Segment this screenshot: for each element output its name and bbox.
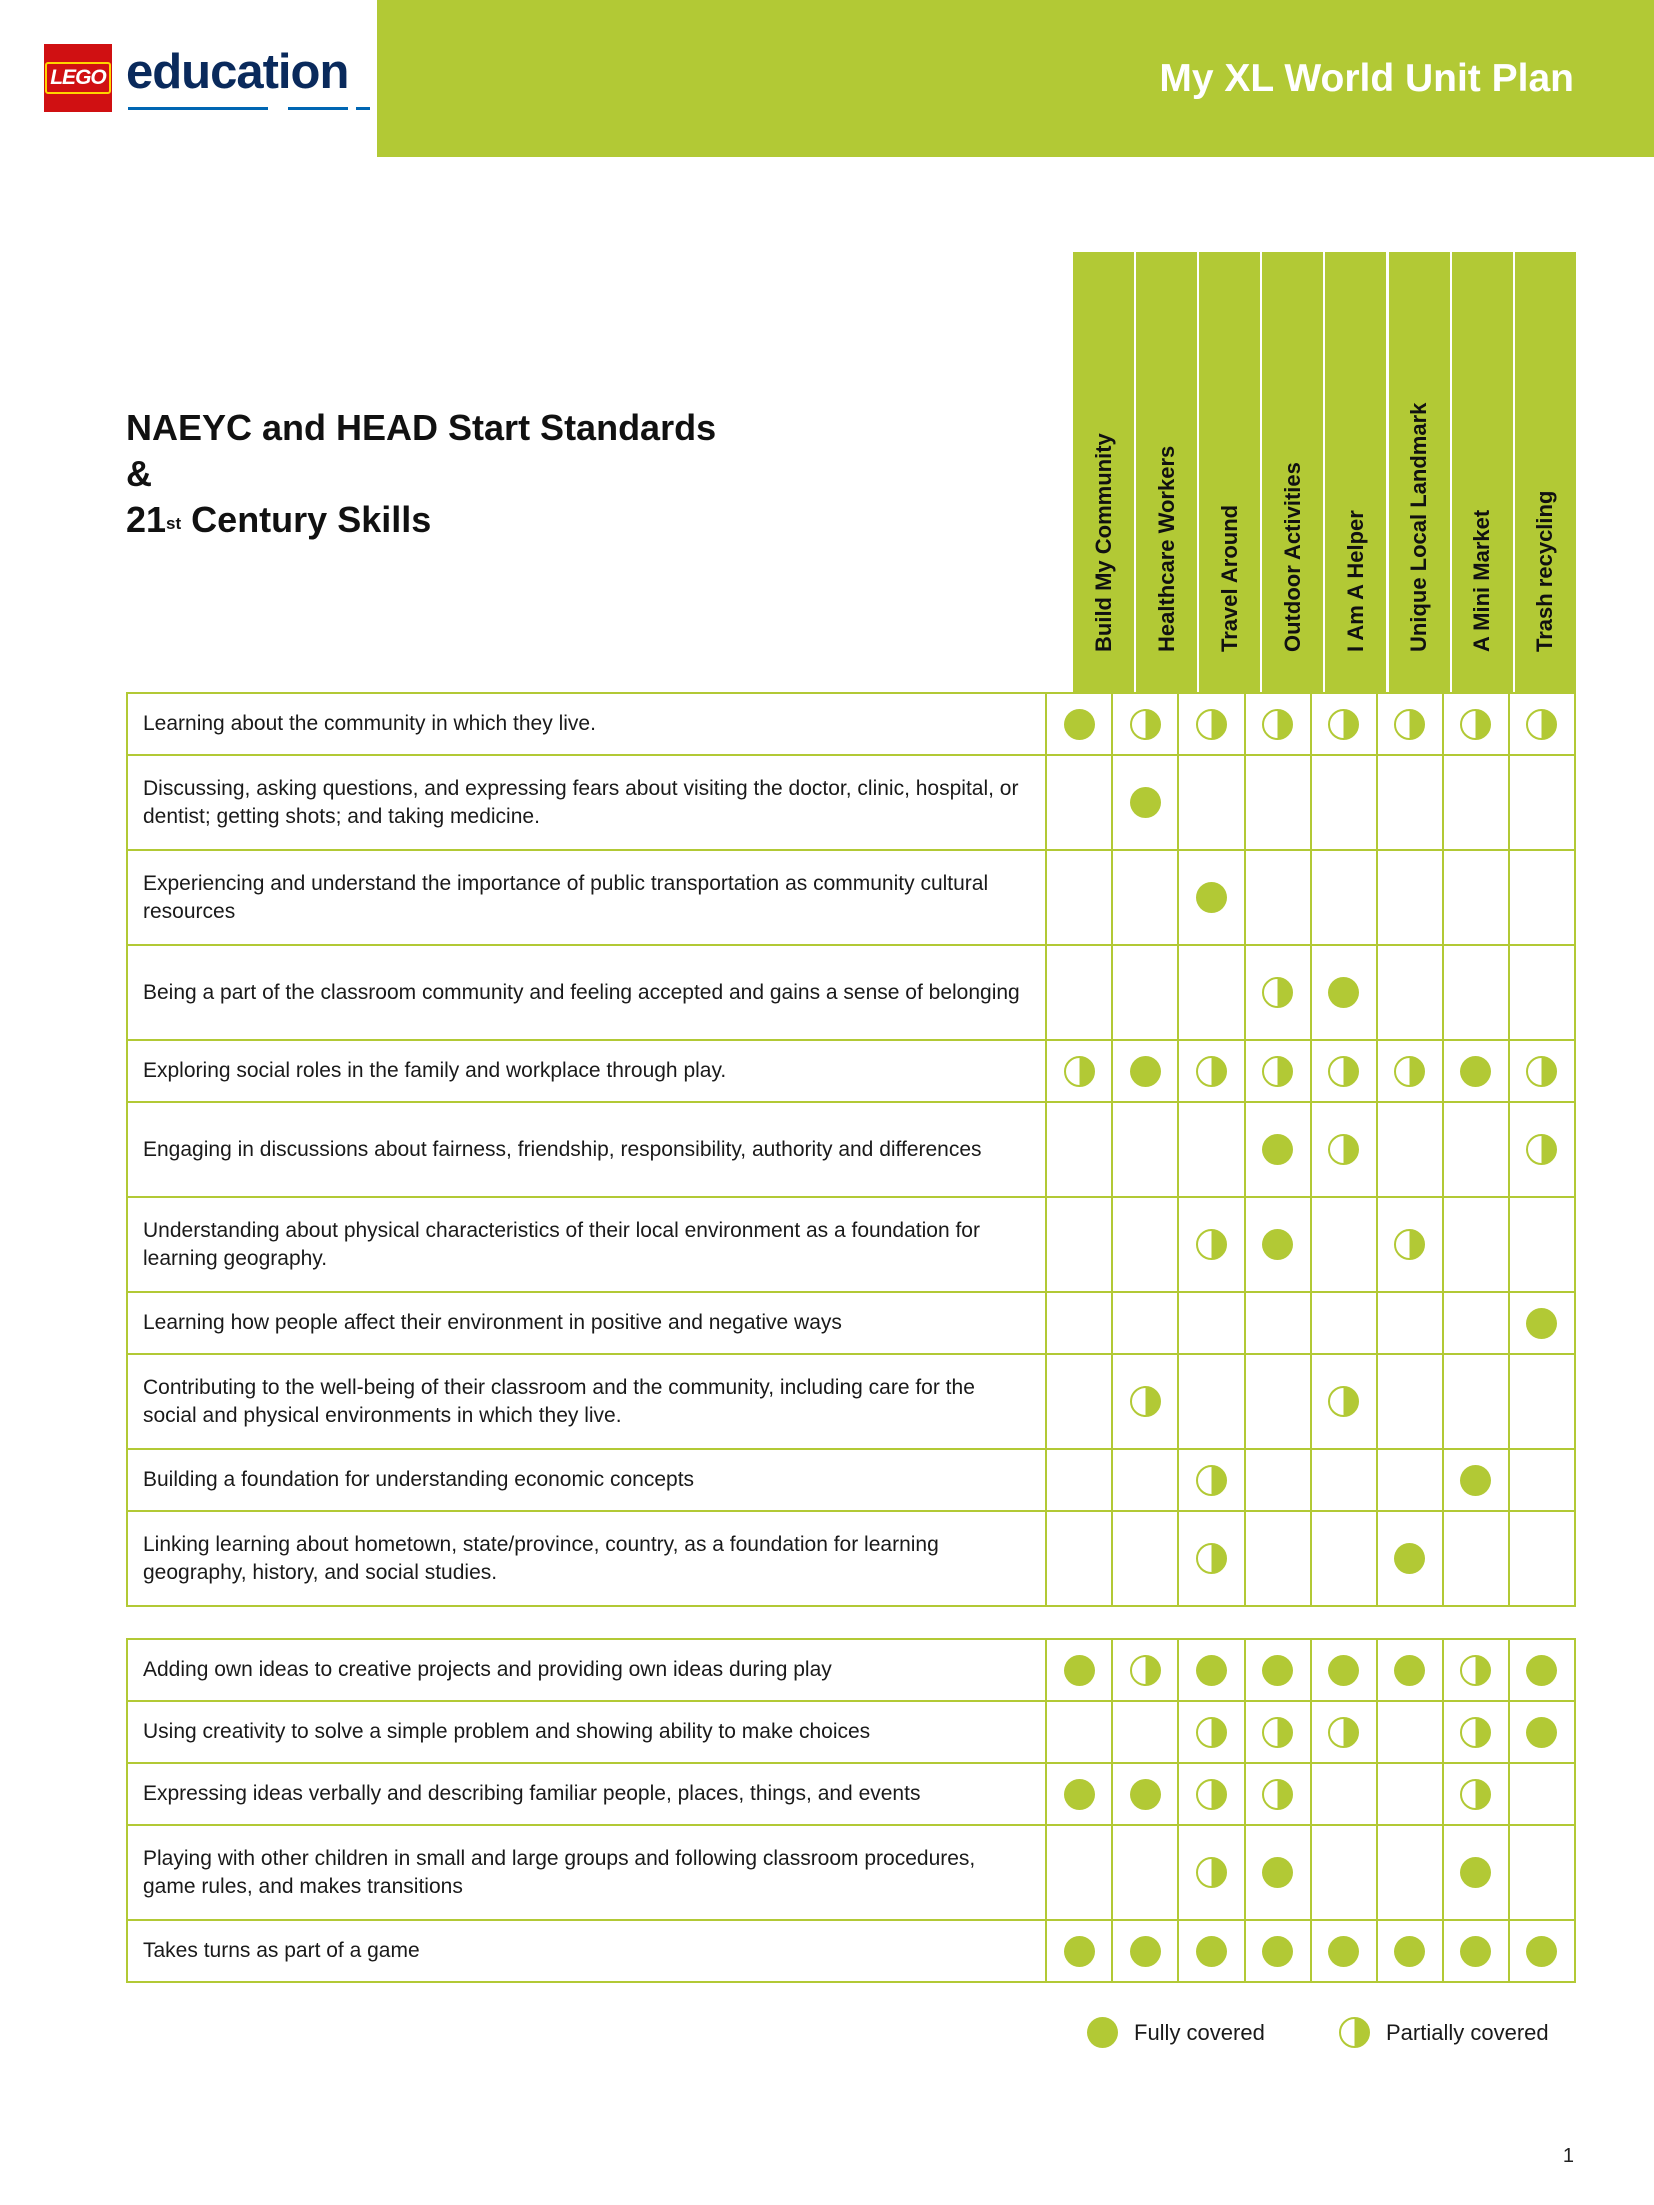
coverage-cell: [1178, 1825, 1244, 1920]
column-header-label: Unique Local Landmark: [1406, 402, 1432, 652]
education-logo-word: education: [126, 45, 349, 99]
section-title: [126, 405, 716, 543]
column-header-label: Outdoor Activities: [1279, 462, 1305, 652]
half-dot-icon: [1196, 1465, 1227, 1496]
coverage-cell: [1112, 1449, 1178, 1511]
coverage-cell: [1178, 1354, 1244, 1449]
coverage-cell: [1377, 1449, 1443, 1511]
coverage-cell: [1112, 1639, 1178, 1701]
coverage-cell: [1311, 1354, 1377, 1449]
coverage-cell: [1245, 693, 1311, 755]
coverage-cell: [1443, 945, 1509, 1040]
full-dot-icon: [1526, 1308, 1557, 1339]
skills-table: [126, 1638, 1576, 1983]
coverage-cell: [1112, 1701, 1178, 1763]
coverage-cell: [1311, 755, 1377, 850]
logo-underline: [128, 107, 368, 110]
coverage-cell: [1178, 1040, 1244, 1102]
lego-logo-badge: [44, 44, 112, 112]
coverage-cell: [1509, 693, 1575, 755]
coverage-cell: [1509, 945, 1575, 1040]
half-dot-icon: [1526, 1056, 1557, 1087]
half-dot-icon: [1526, 1134, 1557, 1165]
coverage-cell: [1509, 1920, 1575, 1982]
coverage-cell: [1377, 945, 1443, 1040]
half-dot-icon: [1394, 709, 1425, 740]
coverage-cell: [1046, 693, 1112, 755]
coverage-cell: [1377, 1292, 1443, 1354]
coverage-cell: [1509, 1292, 1575, 1354]
full-dot-icon: [1394, 1655, 1425, 1686]
half-dot-icon: [1130, 1386, 1161, 1417]
half-dot-icon: [1460, 1655, 1491, 1686]
coverage-cell: [1311, 1639, 1377, 1701]
coverage-cell: [1311, 1102, 1377, 1197]
table-row: [127, 693, 1575, 755]
column-header-label: Travel Around: [1216, 504, 1242, 652]
standard-text: Building a foundation for understanding economic concepts: [127, 1449, 1046, 1511]
half-dot-icon: [1394, 1229, 1425, 1260]
coverage-cell: [1245, 1449, 1311, 1511]
standard-text: Discussing, asking questions, and expressing fears about visiting the doctor, clinic, hospital, or dentist; getting shots; and taking medicine.: [127, 755, 1046, 850]
coverage-cell: [1112, 1292, 1178, 1354]
table-row: [127, 1197, 1575, 1292]
coverage-cell: [1178, 945, 1244, 1040]
table-row: [127, 1354, 1575, 1449]
full-dot-icon: [1328, 1936, 1359, 1967]
full-dot-icon: [1130, 787, 1161, 818]
coverage-cell: [1245, 755, 1311, 850]
coverage-cell: [1377, 693, 1443, 755]
coverage-cell: [1377, 1825, 1443, 1920]
half-dot-icon: [1196, 1229, 1227, 1260]
coverage-cell: [1112, 1102, 1178, 1197]
half-dot-icon: [1262, 1717, 1293, 1748]
coverage-cell: [1245, 1511, 1311, 1606]
coverage-cell: [1509, 1701, 1575, 1763]
coverage-cell: [1311, 693, 1377, 755]
full-dot-icon: [1526, 1655, 1557, 1686]
column-header-label: A Mini Market: [1469, 509, 1495, 652]
coverage-cell: [1245, 1292, 1311, 1354]
document-title: My XL World Unit Plan: [1159, 57, 1574, 100]
full-dot-icon: [1130, 1056, 1161, 1087]
coverage-cell: [1046, 945, 1112, 1040]
coverage-cell: [1046, 1102, 1112, 1197]
coverage-cell: [1311, 1511, 1377, 1606]
half-dot-icon: [1262, 1056, 1293, 1087]
coverage-cell: [1178, 1763, 1244, 1825]
standard-text: Playing with other children in small and large groups and following classroom procedures, game rules, and makes transitions: [127, 1825, 1046, 1920]
column-header: [1450, 252, 1513, 692]
coverage-cell: [1178, 1701, 1244, 1763]
legend-full-label: Fully covered: [1134, 2019, 1265, 2045]
coverage-cell: [1046, 1763, 1112, 1825]
coverage-cell: [1112, 850, 1178, 945]
coverage-cell: [1046, 1701, 1112, 1763]
full-dot-icon: [1196, 1655, 1227, 1686]
standard-text: Adding own ideas to creative projects and providing own ideas during play: [127, 1639, 1046, 1701]
half-dot-icon: [1328, 1056, 1359, 1087]
table-row: [127, 1511, 1575, 1606]
coverage-cell: [1311, 1701, 1377, 1763]
coverage-cell: [1509, 1449, 1575, 1511]
coverage-cell: [1112, 1354, 1178, 1449]
coverage-cell: [1245, 1825, 1311, 1920]
standard-text: Expressing ideas verbally and describing familiar people, places, things, and events: [127, 1763, 1046, 1825]
standards-table: [126, 692, 1576, 1607]
coverage-cell: [1509, 1040, 1575, 1102]
half-dot-icon: [1262, 977, 1293, 1008]
coverage-cell: [1443, 1825, 1509, 1920]
coverage-cell: [1509, 1102, 1575, 1197]
full-dot-icon: [1262, 1655, 1293, 1686]
full-dot-icon: [1130, 1779, 1161, 1810]
half-dot-icon: [1130, 1655, 1161, 1686]
coverage-cell: [1443, 850, 1509, 945]
half-dot-icon: [1262, 709, 1293, 740]
coverage-cell: [1377, 1920, 1443, 1982]
full-dot-icon: [1262, 1857, 1293, 1888]
half-dot-icon: [1064, 1056, 1095, 1087]
coverage-cell: [1245, 1701, 1311, 1763]
coverage-cell: [1311, 1449, 1377, 1511]
table-row: [127, 945, 1575, 1040]
coverage-cell: [1443, 1449, 1509, 1511]
page-number: 1: [1562, 2145, 1574, 2167]
full-dot-icon: [1196, 1936, 1227, 1967]
half-dot-icon: [1460, 1717, 1491, 1748]
column-header-label: Build My Community: [1090, 433, 1116, 652]
full-dot-icon: [1064, 709, 1095, 740]
coverage-cell: [1377, 755, 1443, 850]
coverage-cell: [1046, 1197, 1112, 1292]
coverage-cell: [1311, 945, 1377, 1040]
lego-logo-text: LEGO: [45, 62, 111, 94]
half-dot-icon: [1130, 709, 1161, 740]
coverage-cell: [1178, 755, 1244, 850]
half-dot-icon: [1328, 1386, 1359, 1417]
coverage-cell: [1509, 755, 1575, 850]
coverage-cell: [1443, 1701, 1509, 1763]
coverage-cell: [1377, 1639, 1443, 1701]
half-dot-icon: [1196, 1779, 1227, 1810]
coverage-cell: [1046, 1920, 1112, 1982]
coverage-cell: [1377, 1701, 1443, 1763]
coverage-cell: [1377, 1763, 1443, 1825]
coverage-cell: [1178, 1102, 1244, 1197]
coverage-cell: [1046, 1639, 1112, 1701]
section-title-line2: &: [126, 453, 152, 494]
coverage-cell: [1443, 1920, 1509, 1982]
coverage-cell: [1443, 1292, 1509, 1354]
column-header-label: I Am A Helper: [1342, 510, 1368, 652]
full-dot-icon: [1130, 1936, 1161, 1967]
coverage-cell: [1443, 755, 1509, 850]
section-title-line1: NAEYC and HEAD Start Standards: [126, 407, 717, 448]
coverage-cell: [1443, 1102, 1509, 1197]
half-dot-icon: [1328, 709, 1359, 740]
half-dot-icon: [1196, 1857, 1227, 1888]
coverage-cell: [1046, 1292, 1112, 1354]
table-row: [127, 755, 1575, 850]
coverage-cell: [1245, 1102, 1311, 1197]
coverage-cell: [1112, 1197, 1178, 1292]
coverage-cell: [1311, 1763, 1377, 1825]
coverage-cell: [1377, 1511, 1443, 1606]
half-dot-icon: [1196, 709, 1227, 740]
full-dot-icon: [1262, 1229, 1293, 1260]
standard-text: Being a part of the classroom community and feeling accepted and gains a sense of belonging: [127, 945, 1046, 1040]
standard-text: Linking learning about hometown, state/province, country, as a foundation for learning geography, history, and social studies.: [127, 1511, 1046, 1606]
coverage-cell: [1178, 1511, 1244, 1606]
full-dot-icon: [1460, 1936, 1491, 1967]
coverage-cell: [1377, 1354, 1443, 1449]
coverage-cell: [1443, 1763, 1509, 1825]
table-row: [127, 1763, 1575, 1825]
column-header: [1387, 252, 1450, 692]
coverage-cell: [1443, 1639, 1509, 1701]
coverage-cell: [1509, 1825, 1575, 1920]
coverage-cell: [1178, 1920, 1244, 1982]
coverage-cell: [1377, 850, 1443, 945]
coverage-cell: [1112, 755, 1178, 850]
full-dot-icon: [1328, 977, 1359, 1008]
coverage-cell: [1112, 1040, 1178, 1102]
full-dot-icon: [1196, 882, 1227, 913]
column-header: [1071, 252, 1134, 692]
column-header-label: Healthcare Workers: [1153, 445, 1179, 652]
coverage-cell: [1245, 945, 1311, 1040]
half-dot-icon: [1460, 1779, 1491, 1810]
table-row: [127, 1102, 1575, 1197]
coverage-cell: [1509, 1511, 1575, 1606]
coverage-cell: [1443, 693, 1509, 755]
full-dot-icon: [1064, 1936, 1095, 1967]
coverage-cell: [1112, 1511, 1178, 1606]
full-dot-icon: [1328, 1655, 1359, 1686]
standard-text: Contributing to the well-being of their classroom and the community, including care for the social and physical environments in which they live.: [127, 1354, 1046, 1449]
coverage-cell: [1112, 1763, 1178, 1825]
coverage-cell: [1046, 1040, 1112, 1102]
coverage-cell: [1311, 1040, 1377, 1102]
half-dot-icon: [1328, 1717, 1359, 1748]
coverage-cell: [1178, 850, 1244, 945]
standard-text: Learning how people affect their environment in positive and negative ways: [127, 1292, 1046, 1354]
half-dot-icon: [1196, 1543, 1227, 1574]
full-dot-icon: [1460, 1056, 1491, 1087]
standard-text: Using creativity to solve a simple problem and showing ability to make choices: [127, 1701, 1046, 1763]
half-dot-icon: [1196, 1056, 1227, 1087]
standard-text: Exploring social roles in the family and workplace through play.: [127, 1040, 1046, 1102]
coverage-cell: [1112, 693, 1178, 755]
column-header: [1323, 252, 1386, 692]
coverage-cell: [1046, 1511, 1112, 1606]
coverage-cell: [1245, 850, 1311, 945]
half-dot-icon: [1394, 1056, 1425, 1087]
coverage-cell: [1245, 1040, 1311, 1102]
table-row: [127, 1920, 1575, 1982]
coverage-cell: [1178, 1292, 1244, 1354]
column-header-label: Trash recycling: [1532, 490, 1558, 652]
coverage-cell: [1245, 1763, 1311, 1825]
column-header: [1260, 252, 1323, 692]
full-dot-icon: [1460, 1465, 1491, 1496]
standard-text: Engaging in discussions about fairness, friendship, responsibility, authority and differences: [127, 1102, 1046, 1197]
coverage-cell: [1443, 1511, 1509, 1606]
coverage-cell: [1509, 1639, 1575, 1701]
table-row: [127, 1292, 1575, 1354]
coverage-cell: [1311, 1197, 1377, 1292]
coverage-cell: [1311, 850, 1377, 945]
coverage-cell: [1377, 1040, 1443, 1102]
legend-partial: [1339, 2017, 1549, 2048]
coverage-cell: [1112, 1920, 1178, 1982]
coverage-cell: [1443, 1354, 1509, 1449]
standard-text: Experiencing and understand the importance of public transportation as community cultural resources: [127, 850, 1046, 945]
section-title-line3: 21st Century Skills: [126, 499, 432, 540]
coverage-cell: [1311, 1292, 1377, 1354]
coverage-cell: [1178, 1197, 1244, 1292]
coverage-cell: [1443, 1040, 1509, 1102]
full-dot-icon: [1262, 1936, 1293, 1967]
column-header: [1513, 252, 1576, 692]
standard-text: Understanding about physical characteristics of their local environment as a foundation for learning geography.: [127, 1197, 1046, 1292]
coverage-cell: [1178, 693, 1244, 755]
full-dot-icon: [1460, 1857, 1491, 1888]
full-dot-icon: [1064, 1779, 1095, 1810]
coverage-cell: [1443, 1197, 1509, 1292]
full-dot-icon: [1526, 1936, 1557, 1967]
legend-full: [1087, 2017, 1265, 2048]
coverage-cell: [1245, 1920, 1311, 1982]
coverage-cell: [1046, 1825, 1112, 1920]
coverage-cell: [1311, 1920, 1377, 1982]
full-dot-icon: [1394, 1936, 1425, 1967]
full-dot-icon: [1394, 1543, 1425, 1574]
coverage-cell: [1377, 1102, 1443, 1197]
table-row: [127, 1040, 1575, 1102]
coverage-cell: [1377, 1197, 1443, 1292]
coverage-cell: [1245, 1354, 1311, 1449]
table-row: [127, 1449, 1575, 1511]
coverage-cell: [1046, 1354, 1112, 1449]
coverage-cell: [1509, 850, 1575, 945]
standard-text: Takes turns as part of a game: [127, 1920, 1046, 1982]
column-header: [1197, 252, 1260, 692]
half-dot-icon: [1339, 2017, 1370, 2048]
half-dot-icon: [1328, 1134, 1359, 1165]
table-row: [127, 1825, 1575, 1920]
coverage-cell: [1509, 1354, 1575, 1449]
coverage-cell: [1178, 1449, 1244, 1511]
coverage-cell: [1245, 1639, 1311, 1701]
half-dot-icon: [1262, 1779, 1293, 1810]
table-row: [127, 850, 1575, 945]
full-dot-icon: [1526, 1717, 1557, 1748]
standard-text: Learning about the community in which they live.: [127, 693, 1046, 755]
coverage-cell: [1112, 1825, 1178, 1920]
coverage-cell: [1245, 1197, 1311, 1292]
coverage-cell: [1112, 945, 1178, 1040]
table-row: [127, 1701, 1575, 1763]
table-row: [127, 1639, 1575, 1701]
half-dot-icon: [1460, 709, 1491, 740]
coverage-cell: [1046, 850, 1112, 945]
coverage-cell: [1046, 755, 1112, 850]
half-dot-icon: [1526, 709, 1557, 740]
coverage-cell: [1509, 1763, 1575, 1825]
column-header: [1134, 252, 1197, 692]
legend-partial-label: Partially covered: [1386, 2019, 1549, 2045]
coverage-cell: [1509, 1197, 1575, 1292]
full-dot-icon: [1262, 1134, 1293, 1165]
coverage-cell: [1178, 1639, 1244, 1701]
coverage-cell: [1046, 1449, 1112, 1511]
half-dot-icon: [1196, 1717, 1227, 1748]
full-dot-icon: [1064, 1655, 1095, 1686]
full-dot-icon: [1087, 2017, 1118, 2048]
coverage-cell: [1311, 1825, 1377, 1920]
